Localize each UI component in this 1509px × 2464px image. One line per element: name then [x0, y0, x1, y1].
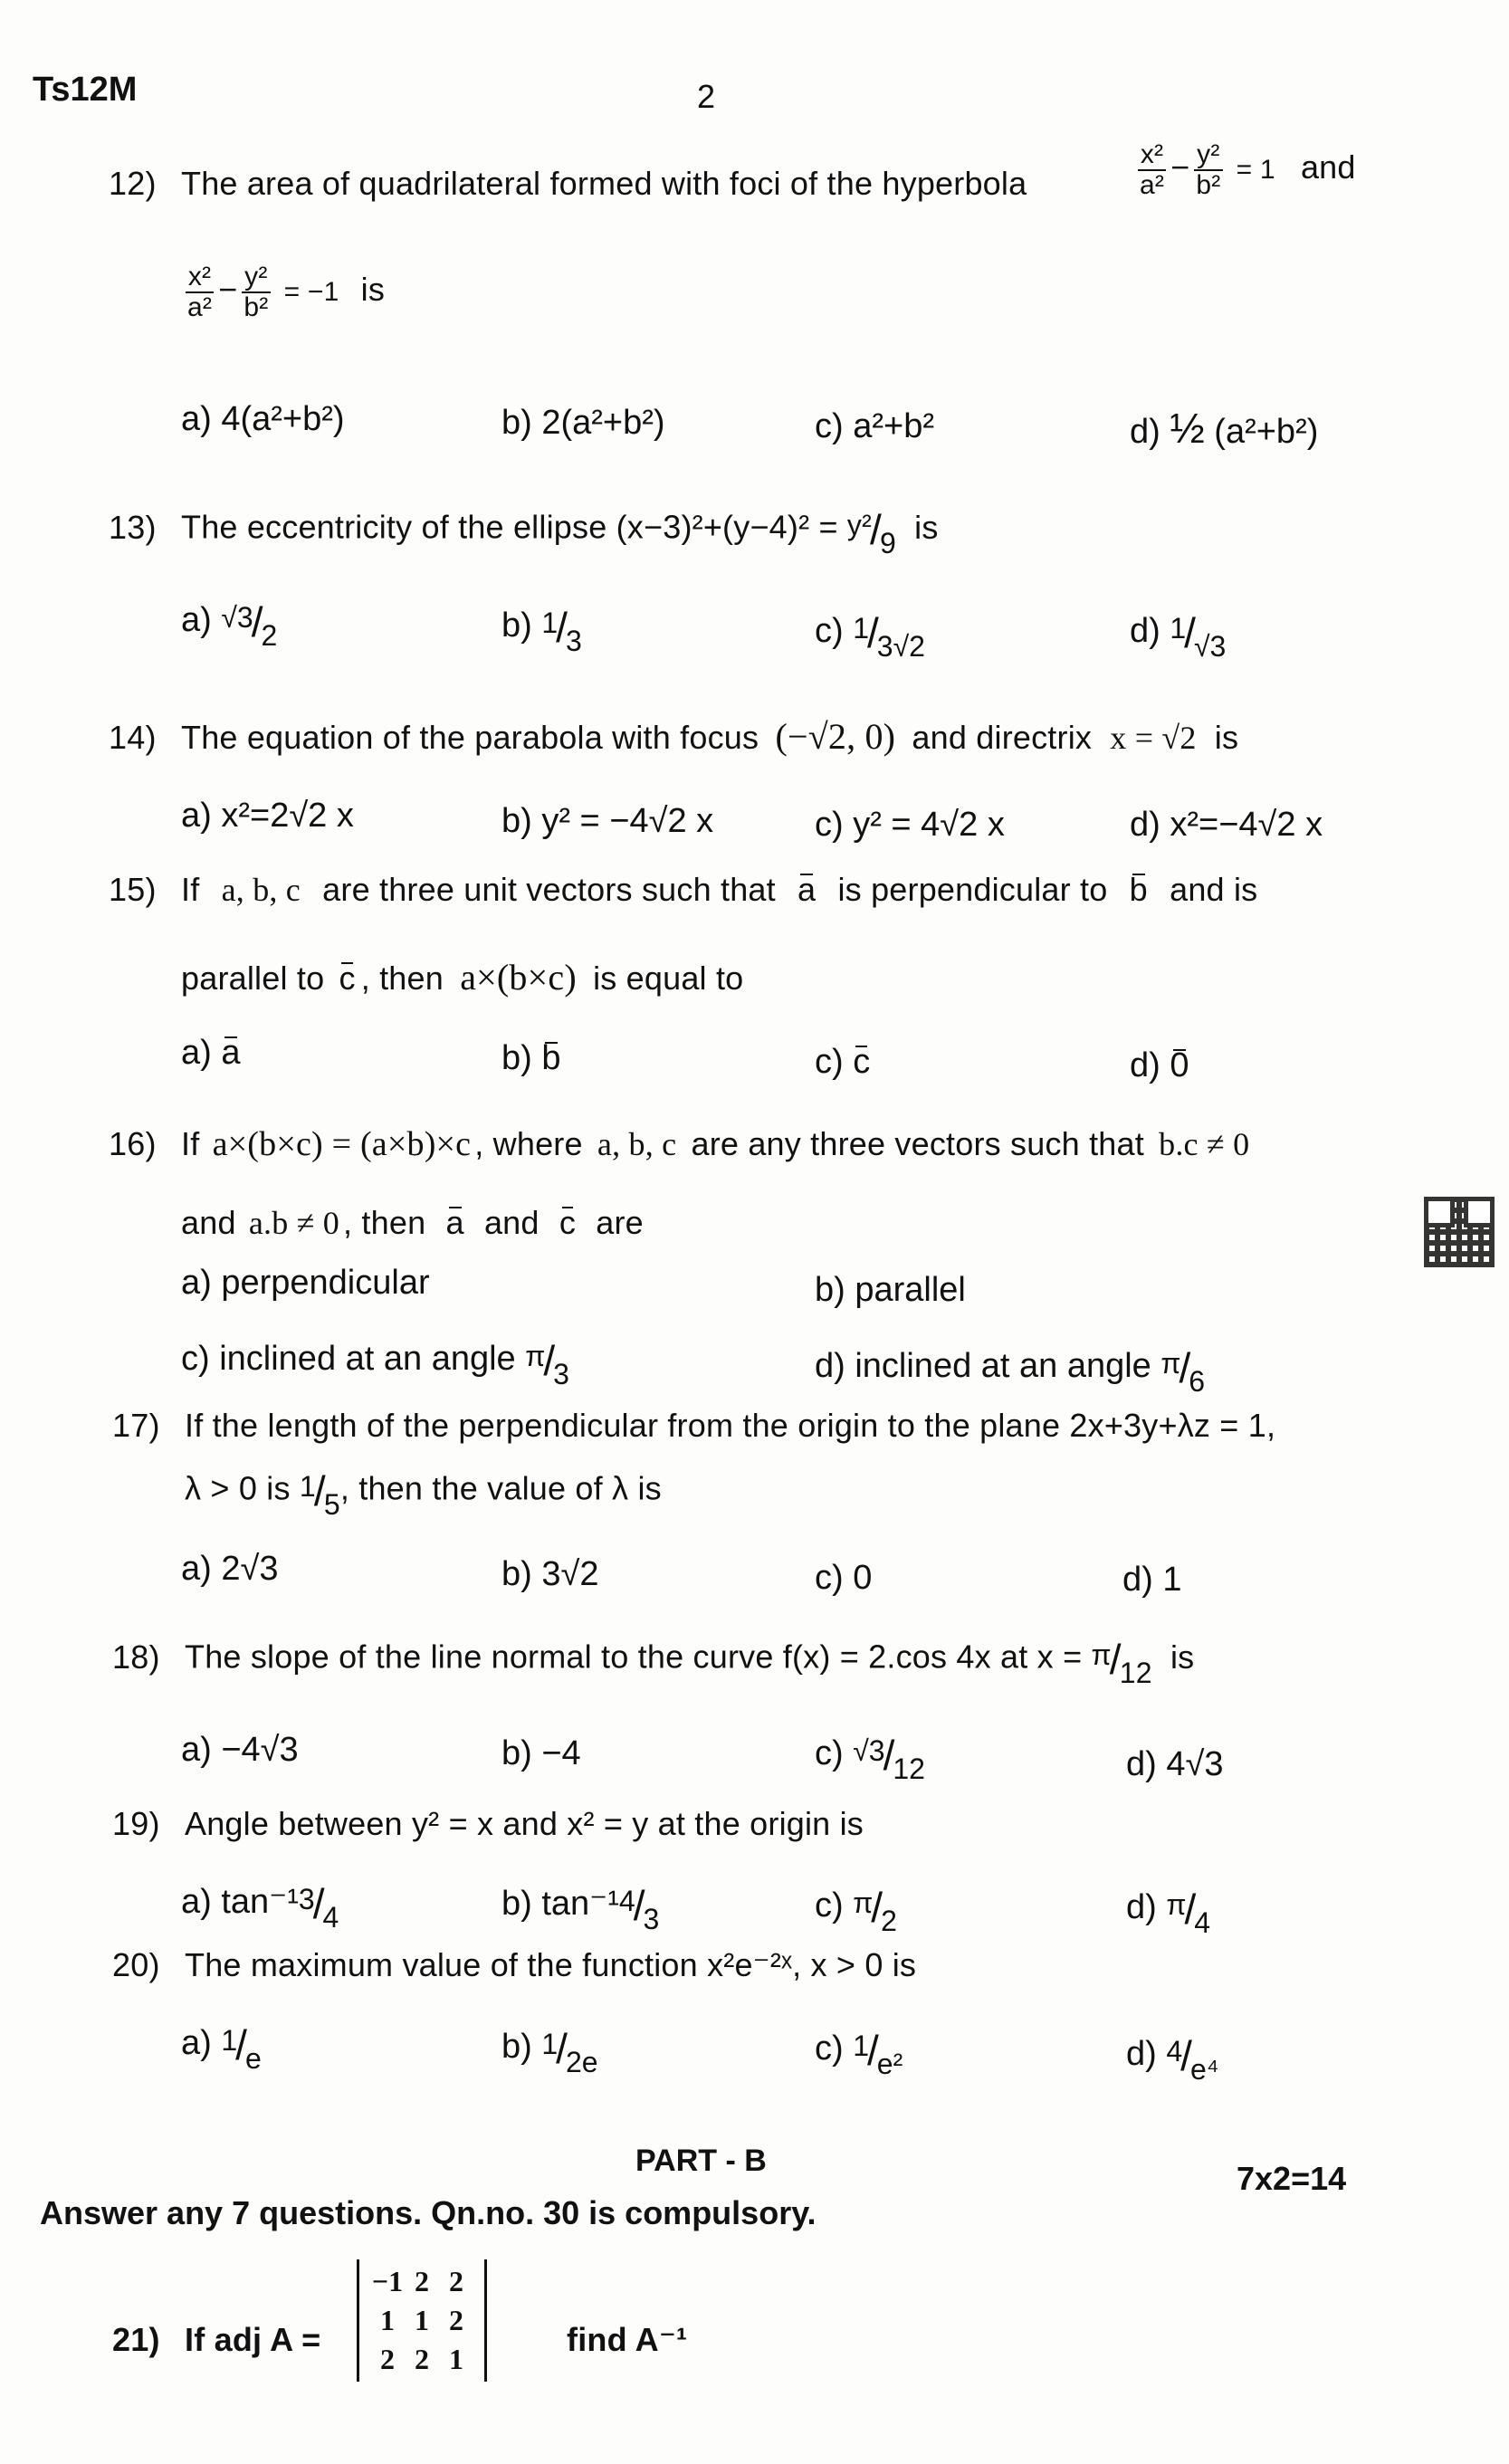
option-b: b) 2(a²+b²)	[501, 404, 665, 442]
page-number: 2	[697, 78, 716, 115]
option-b: b) −4	[501, 1734, 581, 1772]
option-b: b) parallel	[815, 1271, 966, 1309]
matrix-cell: 1	[415, 2304, 429, 2336]
option-a: a) −4√3	[181, 1731, 299, 1769]
option-d: d) 1/√3	[1130, 609, 1227, 663]
question-15-line-2: parallel to c , then a×(b×c) is equal to	[181, 957, 744, 998]
option-b: b) b	[501, 1039, 561, 1077]
option-b: b) 1/2e	[501, 2025, 598, 2078]
option-b: b) tan⁻¹4/3	[501, 1882, 660, 1935]
option-b: b) 1/3	[501, 604, 582, 657]
option-a: a) √3/2	[181, 598, 278, 652]
option-a: a) 4(a²+b²)	[181, 400, 345, 438]
option-a: a) 2√3	[181, 1550, 279, 1588]
option-b: b) 3√2	[501, 1555, 599, 1593]
option-d: d) x²=−4√2 x	[1130, 806, 1323, 844]
matrix-cell: 2	[449, 2304, 463, 2336]
option-c: c) a²+b²	[815, 407, 934, 445]
question-text: The area of quadrilateral formed with foci of the hyperbola	[181, 165, 1027, 202]
question-16: 16) If a×(b×c) = (a×b)×c , where a, b, c are any three vectors such that b.c ≠ 0	[109, 1125, 1250, 1163]
matrix-cell: 2	[415, 2343, 429, 2375]
question-number: 12)	[109, 165, 157, 202]
option-d: d) 1	[1122, 1561, 1182, 1599]
option-a: a) tan⁻¹3/4	[181, 1880, 339, 1934]
matrix-cell: 2	[449, 2265, 463, 2297]
option-d: d) 4/e⁴	[1126, 2032, 1219, 2086]
matrix-cell: −1	[371, 2265, 404, 2297]
option-d: d) π/4	[1126, 1886, 1211, 1939]
adjoint-matrix	[357, 2259, 487, 2382]
option-a: a) 1/e	[181, 2021, 262, 2075]
hyperbola-equation-2: $\frac{\text{x²}}{\text{a²}}$ − $\frac{\text{y²}}{\text{b²}}$ = −1 is	[181, 263, 385, 321]
option-d: d) 4√3	[1126, 1745, 1224, 1783]
part-b-title: PART - B	[635, 2144, 767, 2178]
question-19: 19) Angle between y² = x and x² = y at the origin is	[112, 1805, 864, 1842]
question-20: 20) The maximum value of the function x²e⁻²ˣ, x > 0 is	[112, 1946, 917, 1983]
matrix-cell: 2	[380, 2343, 395, 2375]
question-13: 13) The eccentricity of the ellipse (x−3)²+(y−4)² = y²/9 is	[109, 506, 939, 559]
option-c: c) 1/3√2	[815, 609, 925, 663]
option-c: c) inclined at an angle π/3	[181, 1337, 569, 1390]
paper-code: Ts12M	[33, 71, 138, 109]
option-c: c) 1/e²	[815, 2027, 903, 2080]
question-12	[109, 165, 1027, 203]
part-b-marks: 7x2=14	[1237, 2160, 1347, 2197]
question-15: 15) If a, b, c are three unit vectors such that a is perpendicular to b and is	[109, 871, 1258, 908]
option-c: c) 0	[815, 1559, 873, 1597]
option-c: c) y² = 4√2 x	[815, 806, 1005, 844]
option-d: d) ½ (a²+b²)	[1130, 405, 1319, 452]
option-a: a) x²=2√2 x	[181, 797, 354, 835]
question-21-find: find A⁻¹	[567, 2321, 688, 2358]
option-d: d) 0	[1130, 1046, 1189, 1084]
question-16-line-2: and a.b ≠ 0 , then a and c are	[181, 1204, 644, 1241]
hyperbola-equation-1: $\frac{\text{x²}}{\text{a²}}$ − $\frac{\text{y²}}{\text{b²}}$ = 1 and	[1133, 140, 1356, 199]
option-a: a) a	[181, 1034, 241, 1072]
qr-code-icon	[1424, 1197, 1495, 1267]
part-b-instruction: Answer any 7 questions. Qn.no. 30 is compulsory.	[40, 2194, 817, 2231]
matrix-cell: 1	[380, 2304, 395, 2336]
option-d: d) inclined at an angle π/6	[815, 1344, 1206, 1398]
matrix-cell: 2	[415, 2265, 429, 2297]
option-c: c) √3/12	[815, 1732, 925, 1785]
question-14: 14) The equation of the parabola with focus (−√2, 0) and directrix x = √2 is	[109, 716, 1239, 757]
question-18: 18) The slope of the line normal to the curve f(x) = 2.cos 4x at x = π/12 is	[112, 1636, 1195, 1689]
question-17: 17) If the length of the perpendicular from the origin to the plane 2x+3y+λz = 1,	[112, 1407, 1276, 1444]
matrix-cell: 1	[449, 2343, 463, 2375]
option-c: c) c	[815, 1043, 871, 1081]
option-c: c) π/2	[815, 1884, 897, 1937]
option-a: a) perpendicular	[181, 1264, 430, 1302]
question-17-line-2: λ > 0 is 1/5, then the value of λ is	[185, 1467, 662, 1521]
option-b: b) y² = −4√2 x	[501, 802, 714, 840]
question-21: 21) If adj A =	[112, 2321, 321, 2358]
